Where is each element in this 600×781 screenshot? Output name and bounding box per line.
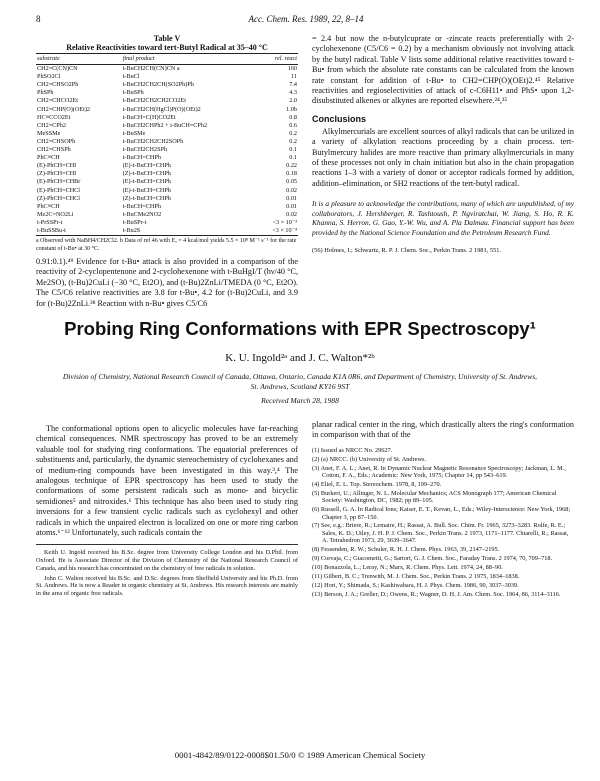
product-cell: t-BuCH=CHPh xyxy=(122,154,161,162)
table-row xyxy=(36,81,298,89)
table-row xyxy=(36,227,298,236)
substrate-cell: CH2=CHCO2Et xyxy=(37,97,78,105)
substrate-cell: MeSSMe xyxy=(37,129,61,137)
product-cell: t-BuCH2CH2CH2CO2Et xyxy=(122,97,186,105)
product-cell: t-BuCl xyxy=(122,73,140,81)
product-cell: t-BuCH=CHPh xyxy=(122,202,161,210)
column-header-substrate: substrate xyxy=(36,54,122,65)
reference-item: (5) Burkert, U.; Allinger, N. L. Molecular Mechanics; ACS Monograph 177; American Chemical Society: Washington, DC, 1982; pp 89–105. xyxy=(312,489,557,505)
table-row xyxy=(36,106,298,114)
substrate-cell: HC≡CCO2Et xyxy=(37,113,71,121)
reactivity-cell: 0.1 xyxy=(289,154,297,162)
reactivity-table xyxy=(36,53,298,236)
page-header xyxy=(36,14,576,28)
table-row xyxy=(36,154,298,162)
substrate-cell: PhC≡CH xyxy=(37,202,60,210)
article-affiliation: Division of Chemistry, National Research Council of Canada, Ottawa, Ontario, Canada K1A 0R6, and Department of Chemistry, University of St. Andrews, St. Andrews, Scotland KY16 9ST xyxy=(62,372,538,391)
product-cell: t-BuCH2CH2SPh xyxy=(122,146,168,154)
right-column-top xyxy=(312,34,574,255)
column-header-reactivity: rel. react xyxy=(256,54,298,65)
reference-list xyxy=(312,447,574,598)
table-row xyxy=(36,97,298,105)
table-row xyxy=(36,138,298,146)
table-row xyxy=(36,146,298,154)
table-row xyxy=(36,187,298,195)
reference-item: (11) Gilbert, B. C.; Trenwith, M. J. Chem. Soc., Perkin Trans. 2 1975, 1834–1838. xyxy=(312,572,520,580)
substrate-cell: CH2=CHSO2Ph xyxy=(37,81,79,89)
substrate-cell: (E)-PhCH=CHBr xyxy=(37,178,81,186)
product-cell: t-BuCH2CHPh2 + t-BuCH=CPh2 xyxy=(122,121,208,129)
substrate-cell: CH2=CHSPh xyxy=(37,146,71,154)
substrate-cell: (E)-PhCH=CHCl xyxy=(37,186,81,194)
product-cell: (E)-t-BuCH=CHPh xyxy=(122,178,171,186)
substrate-cell: CH2=CPh2 xyxy=(37,121,66,129)
table-row xyxy=(36,170,298,178)
article-left-column xyxy=(36,424,298,600)
reference-56: (56) Holmes, I.; Schwartz, R. P. J. Chem. Soc., Perkin Trans. 2 1981, 551. xyxy=(312,246,502,254)
reactivity-cell: 11 xyxy=(291,73,297,81)
table-row xyxy=(36,65,298,74)
reactivity-cell: 0.18 xyxy=(286,170,297,178)
table-caption: Relative Reactivities toward tert-Butyl Radical at 35–40 °C xyxy=(66,43,268,52)
reactivity-cell: 0.1 xyxy=(289,146,297,154)
bio-divider xyxy=(36,544,298,545)
table-row xyxy=(36,122,298,130)
substrate-cell: Me2C=NO2Li xyxy=(37,210,74,218)
table-header-row xyxy=(36,54,298,65)
reference-item: (2) (a) NRCC. (b) University of St. Andrews. xyxy=(312,455,427,463)
table-row xyxy=(36,203,298,211)
conclusions-paragraph: Alkylmercurials are excellent sources of alkyl radicals that can be utilized in a variety of alkylation reactions proceeding by a chain process. tert-Butylmercury halides are more reactive than primary alkylmercurials in many of these processes not only in chain initiation but also in the chain propagation reactions 1–3 with a variety of donor or acceptor radicals formed by addition, addition–elimination, or SH2 reactions of the tert-butyl radical. xyxy=(312,126,574,188)
substrate-cell: (Z)-PhCH=CHI xyxy=(37,170,77,178)
reactivity-cell: 0.05 xyxy=(286,178,297,186)
journal-citation: Acc. Chem. Res. 1989, 22, 8–14 xyxy=(248,14,364,24)
product-cell: t-BuCH2CH(HgCl)P(O)(OEt)2 xyxy=(122,105,201,113)
product-cell: (E)-t-BuCH=CHPh xyxy=(122,162,171,170)
left-paragraph: 0.91:0.1).⁴⁹ Evidence for t-Bu• attack is also provided in a comparison of the reactivity of 2-cyclopentenone and 2-cyclohexenone with t-BuHgI/T (hν/40 °C, Me2SO), (t-Bu)2CuLi (−30 °C, Et2O), and (t-Bu)2ZnLi/TMEDA (0 °C, Et2O). The C5/C6 relative reactivities are 3.8 for t-Bu•, 4.2 for (t-Bu)2CuLi, and 3.9 for (t-Bu)2ZnLi.³⁸ Reaction with n-Bu• gives C5/C6 xyxy=(36,257,298,308)
table-row xyxy=(36,130,298,138)
substrate-cell: PhSPh xyxy=(37,89,54,97)
substrate-cell: CH2=CHP(O)(OEt)2 xyxy=(37,105,90,113)
reactivity-cell: 0.22 xyxy=(286,162,297,170)
column-header-product: final product xyxy=(122,54,257,65)
product-cell: (Z)-t-BuCH=CHPh xyxy=(122,170,171,178)
reactivity-cell: 2.0 xyxy=(289,97,297,105)
reactivity-cell: 4.3 xyxy=(289,89,297,97)
table-label: Table V xyxy=(153,34,181,43)
table-row xyxy=(36,162,298,170)
reactivity-cell: 0.02 xyxy=(286,210,297,218)
right-paragraph-1: = 2.4 but now the n-butylcuprate or -zincate reacts preferentially with 2-cyclohexenone (C5/C6 = 0.2) by a mechanism obviously not involving attack by the butyl radical. Table V lists some additional relative reactivities toward t-Bu• from which the absolute rate constants can be calculated from the known rate constant for addition of t-Bu• to CH2=CHP(O)(OEt)2.⁴⁵ Relative reactivities and regioselectivities of attack of c-C6H11• and PhS• upon 1,2-disubstituted alkenes or alkynes are reported elsewhere.²⁴,³⁵ xyxy=(312,34,574,106)
article-right-column xyxy=(312,420,574,600)
table-body xyxy=(36,65,298,236)
table-row xyxy=(36,211,298,219)
reactivity-cell: <3 × 10⁻³ xyxy=(272,218,297,226)
reference-item: (9) Corvaja, C.; Giacometti, G.; Sartori, G. J. Chem. Soc., Faraday Trans. 2 1974, 70, 709–718. xyxy=(312,555,553,563)
reactivity-cell: 0.6 xyxy=(289,121,297,129)
table-footnote: a Observed with NaBH4/CH2Cl2. b Data of ref 46 with Eₐ = 4 kcal/mol yields 5.5 × 10⁸ M⁻¹ s⁻¹ for the rate constant of t-Bu• at 30 °C. xyxy=(36,238,297,252)
substrate-cell: CH2=CHSOPh xyxy=(37,137,76,145)
reference-item: (8) Fessenden, R. W.; Schuler, R. H. J. Chem. Phys. 1963, 39, 2147–2195. xyxy=(312,546,500,554)
substrate-cell: PhSO2Cl xyxy=(37,73,61,81)
reactivity-cell: 0.2 xyxy=(289,137,297,145)
table-row xyxy=(36,219,298,227)
reference-item: (4) Eliel, E. L. Top. Stereochem. 1978, 8, 199–270. xyxy=(312,480,442,488)
reference-item: (1) Issued as NRCC No. 29627. xyxy=(312,446,393,454)
product-cell: t-BuSPh xyxy=(122,89,144,97)
substrate-cell: CH2=C(CN)CN xyxy=(37,65,78,73)
product-cell: (Z)-t-BuCH=CHPh xyxy=(122,194,171,202)
product-cell: t-BuCMe2NO2 xyxy=(122,210,162,218)
product-cell: t-BuSPr-t xyxy=(122,218,147,226)
left-column-top xyxy=(36,34,298,309)
reactivity-cell: 7.4 xyxy=(289,81,297,89)
table-row xyxy=(36,195,298,203)
article-right-paragraph: planar radical center in the ring, which drastically alters the ring's conformation in comparison with that of the xyxy=(312,420,574,440)
table-row xyxy=(36,73,298,81)
substrate-cell: t-PrSSPr-t xyxy=(37,218,63,226)
product-cell: t-Bu2S xyxy=(122,227,257,236)
reference-item: (6) Russell, G. A. In Radical Ions; Kaiser, E. T., Kevan, L., Eds.; Wiley-Interscience: New York, 1968; Chapter 3, pp 87–150. xyxy=(312,506,571,521)
reactivity-cell: 160 xyxy=(287,65,297,73)
product-cell: t-BuCH2CH2CH2SOPh xyxy=(122,137,184,145)
reference-item: (7) See, e.g.: Briere, R.; Lemaire, H.; Rassat, A. Bull. Soc. Chim. Fr. 1965, 3273–3283. Rolfe, R. E.; Sales, K. D.; Utley, J. H. P. J. Chem. Soc., Perkin Trans. 2 1973, 1171–1177. Chiarelli, R.; Rassat, A. Tetrahedron 1973, 29, 3639–3647. xyxy=(312,522,569,545)
reactivity-cell: 0.01 xyxy=(286,202,297,210)
page-footer: 0001-4842/89/0122-0008$01.50/0 © 1989 American Chemical Society xyxy=(174,750,426,760)
reactivity-cell: 0.01 xyxy=(286,194,297,202)
table-row xyxy=(36,89,298,97)
article-intro-paragraph: The conformational options open to alicyclic molecules have far-reaching chemical consequences. NMR spectroscopy has proved to be an extremely valuable tool for studying ring conformations. The equatorial preferences of substituents and, particularly, the dynamic stereochemistry of cyclohexanes and of medium-ring compounds have been investigated in this way.³,⁴ The analogous technique of EPR spectroscopy has been used to study the conformations of some persistent radicals such as mono- and bicyclic semidiones⁵ and nitroxides.⁶ This technique has also been used to study ring inversions for a few transient cyclic radicals such as cyclohexyl and other radicals in which the unpaired electron is localized on one or more ring carbon atoms.⁶⁻¹² Unfortunately, such radicals contain the xyxy=(36,424,298,538)
reactivity-cell: 0.2 xyxy=(289,129,297,137)
product-cell: t-BuSMe xyxy=(122,129,146,137)
table-row xyxy=(36,114,298,122)
substrate-cell: (E)-PhCH=CHI xyxy=(37,162,77,170)
substrate-cell: t-BuSSBu-t xyxy=(36,227,122,236)
reference-item: (3) Anet, F. A. L.; Anet, R. In Dynamic Nuclear Magnetic Resonance Spectroscopy; Jackman, L. M., Cotton, F. A., Eds.; Academic: New York, 1975; Chapter 14, pp 543–619. xyxy=(312,464,566,480)
author-bio-ingold: Keith U. Ingold received his B.Sc. degree from University College London and his D.Phil. from Oxford. He is Associate Director of the Division of Chemistry of the National Research Council of Canada, and his research has concentrated on the chemistry of free radicals in solution. xyxy=(36,549,298,572)
article-authors: K. U. Ingold²ᵃ and J. C. Walton*²ᵇ xyxy=(225,352,375,364)
page-number: 8 xyxy=(36,14,41,24)
product-cell: t-BuCH=C(H)CO2Et xyxy=(122,113,176,121)
reactivity-cell: 0.8 xyxy=(289,113,297,121)
reactivity-cell: <3 × 10⁻⁴ xyxy=(256,227,298,236)
received-date: Received March 28, 1988 xyxy=(261,396,339,405)
substrate-cell: (Z)-PhCH=CHCl xyxy=(37,194,81,202)
author-bio-walton: John C. Walton received his B.Sc. and D.Sc. degrees from Sheffield University and his Ph.D. from St. Andrews. He is now a Reader in organic chemistry at St. Andrews. His research interests are mainly in the area of organic free radicals. xyxy=(36,574,298,597)
reactivity-cell: 1.0b xyxy=(286,105,297,113)
reference-item: (13) Berson, J. A.; Greller, D.; Owens, R.; Wagner, D. H. J. Am. Chem. Soc. 1964, 86, 3114–3116. xyxy=(312,590,561,598)
reference-item: (10) Bonazzola, L.; Leray, N.; Marx, R. Chem. Phys. Lett. 1974, 24, 88–90. xyxy=(312,564,503,571)
reference-item: (12) Hori, Y.; Shimada, S.; Kashiwabara, H. J. Phys. Chem. 1986, 90, 3037–3039. xyxy=(312,581,519,589)
conclusions-heading: Conclusions xyxy=(312,113,367,124)
product-cell: t-BuCH2CH2CH(SO2Ph)Ph xyxy=(122,81,194,89)
reactivity-cell: 0.02 xyxy=(286,186,297,194)
product-cell: (E)-t-BuCH=CHPh xyxy=(122,186,171,194)
product-cell: t-BuCH2CH(CN)CN a xyxy=(122,65,180,73)
substrate-cell: PhC≡CH xyxy=(37,154,60,162)
acknowledgment: It is a pleasure to acknowledge the contributions, many of which are unpublished, of my collaborators, J. Hershberger, R. Tashtoush, P. Ngviratchai, W. Jiang, S. Ho, R. K. Khanna, S. Herron, G. Gao, Y.-W. Wu, and A. Pla Dalmau. Financial support has been provided by the National Science Foundation and the Petroleum Research Fund. xyxy=(312,199,574,237)
article-title: Probing Ring Conformations with EPR Spectroscopy¹ xyxy=(64,318,536,339)
table-row xyxy=(36,178,298,186)
